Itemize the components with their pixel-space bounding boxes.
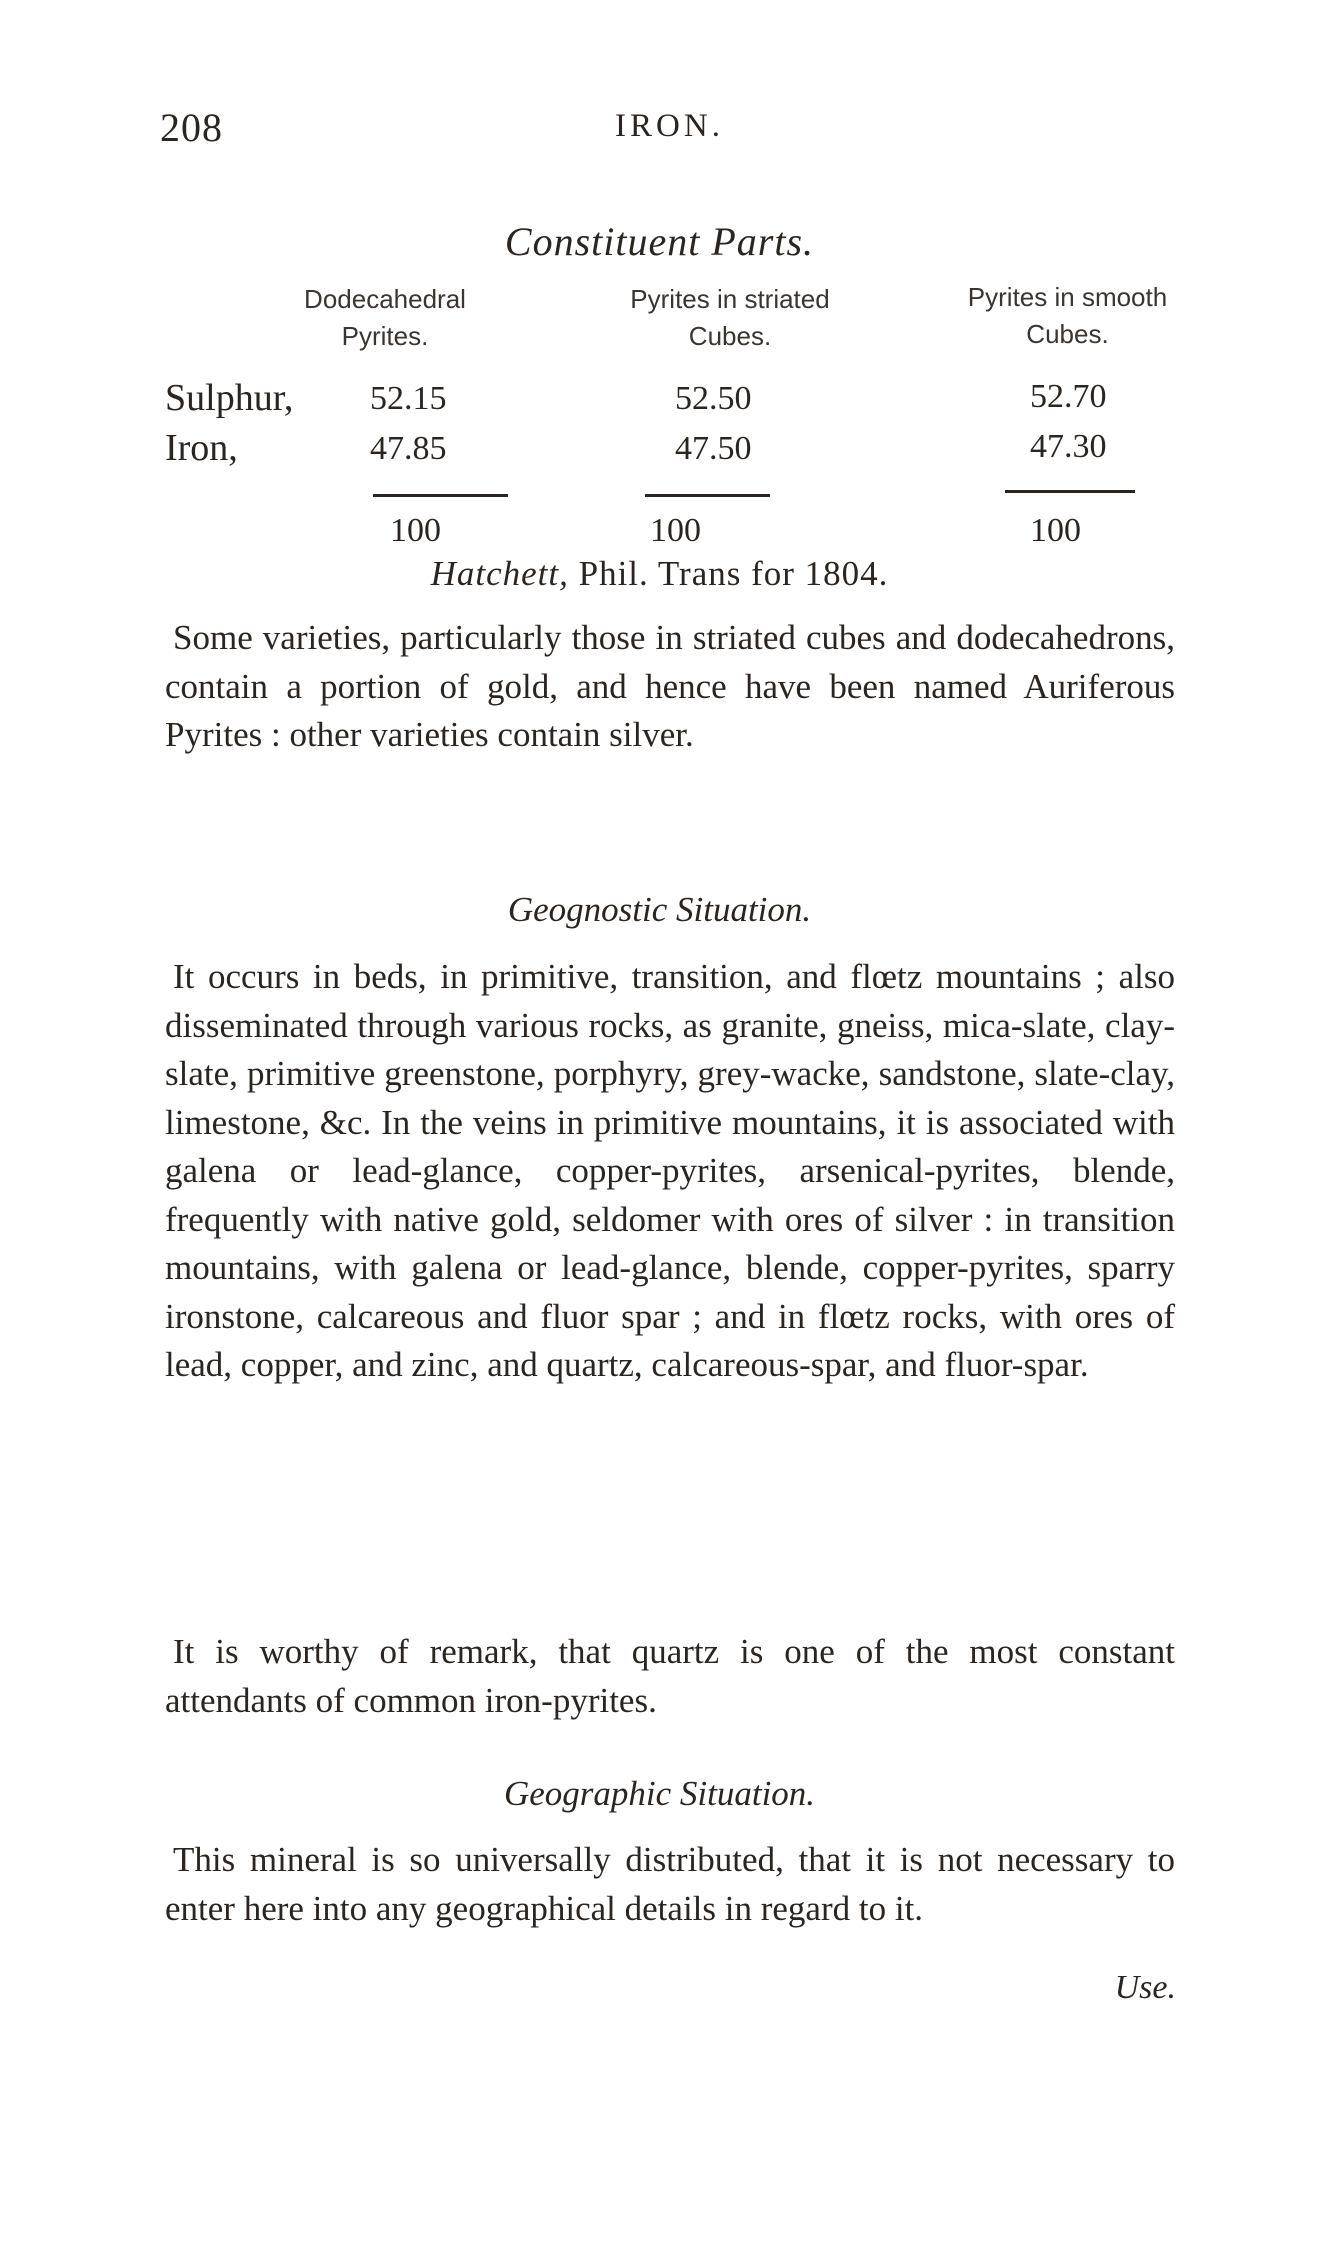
citation-author: Hatchett, [430, 554, 569, 593]
paragraph-auriferous: Some varieties, particularly those in striated cubes and dodecahedrons, contain a portion of gold, and hence have been named Auriferous Pyrites : other varieties contain silver. [165, 618, 1175, 754]
row-label-iron: Iron, [165, 427, 238, 469]
sum-rule [645, 494, 770, 497]
sum-rule [373, 494, 508, 497]
page-number: 208 [160, 105, 223, 150]
constituent-parts-heading: Constituent Parts. [504, 219, 815, 264]
paragraph-quartz-remark: It is worthy of remark, that quartz is one of the most constant attendants of common iron-pyrites. [165, 1632, 1175, 1720]
column-header-line: Pyrites in smooth [967, 282, 1168, 312]
column-header-line: Dodecahedral [304, 284, 466, 314]
column-header-dodecahedral [270, 284, 500, 352]
sum-rule [1005, 490, 1135, 493]
catchword: Use. [1114, 1969, 1176, 2006]
geognostic-situation-heading: Geognostic Situation. [507, 890, 812, 929]
citation-source: Phil. Trans for 1804. [578, 554, 889, 593]
table-cell: 52.70 [1030, 378, 1107, 415]
column-header-smooth [925, 282, 1210, 350]
table-total: 100 [390, 512, 441, 549]
table-cell: 52.50 [675, 380, 752, 417]
table-cell: 47.30 [1030, 428, 1107, 465]
running-title: IRON. [615, 108, 724, 144]
column-header-line: Cubes. [1026, 319, 1109, 349]
column-header-line: Pyrites. [341, 321, 429, 351]
row-label-sulphur: Sulphur, [165, 377, 294, 419]
geographic-situation-heading: Geographic Situation. [503, 1774, 816, 1813]
table-total: 100 [650, 512, 701, 549]
table-cell: 52.15 [370, 380, 447, 417]
column-header-line: Cubes. [688, 321, 772, 351]
column-header-line: Pyrites in striated [630, 284, 830, 314]
table-cell: 47.50 [675, 430, 752, 467]
column-header-striated [575, 284, 885, 352]
paragraph-geographic: This mineral is so universally distributed, that it is not necessary to enter here into any geographical details in regard to it. [165, 1840, 1175, 1928]
citation [0, 554, 1319, 594]
table-cell: 47.85 [370, 430, 447, 467]
paragraph-geognostic: It occurs in beds, in primitive, transition, and flœtz mountains ; also disseminated through various rocks, as granite, gneiss, mica-slate, clay-slate, primitive greenstone, porphyry, grey-wacke, sandstone, slate-clay, limestone, &c. In the veins in primitive mountains, it is associated with galena or lead-glance, copper-pyrites, arsenical-pyrites, blende, frequently with native gold, seldomer with ores of silver : in transition mountains, with galena or lead-glance, blende, copper-pyrites, sparry ironstone, calcareous and fluor spar ; and in flœtz rocks, with ores of lead, copper, and zinc, and quartz, calcareous-spar, and fluor-spar. [165, 957, 1175, 1384]
table-total: 100 [1030, 512, 1081, 549]
